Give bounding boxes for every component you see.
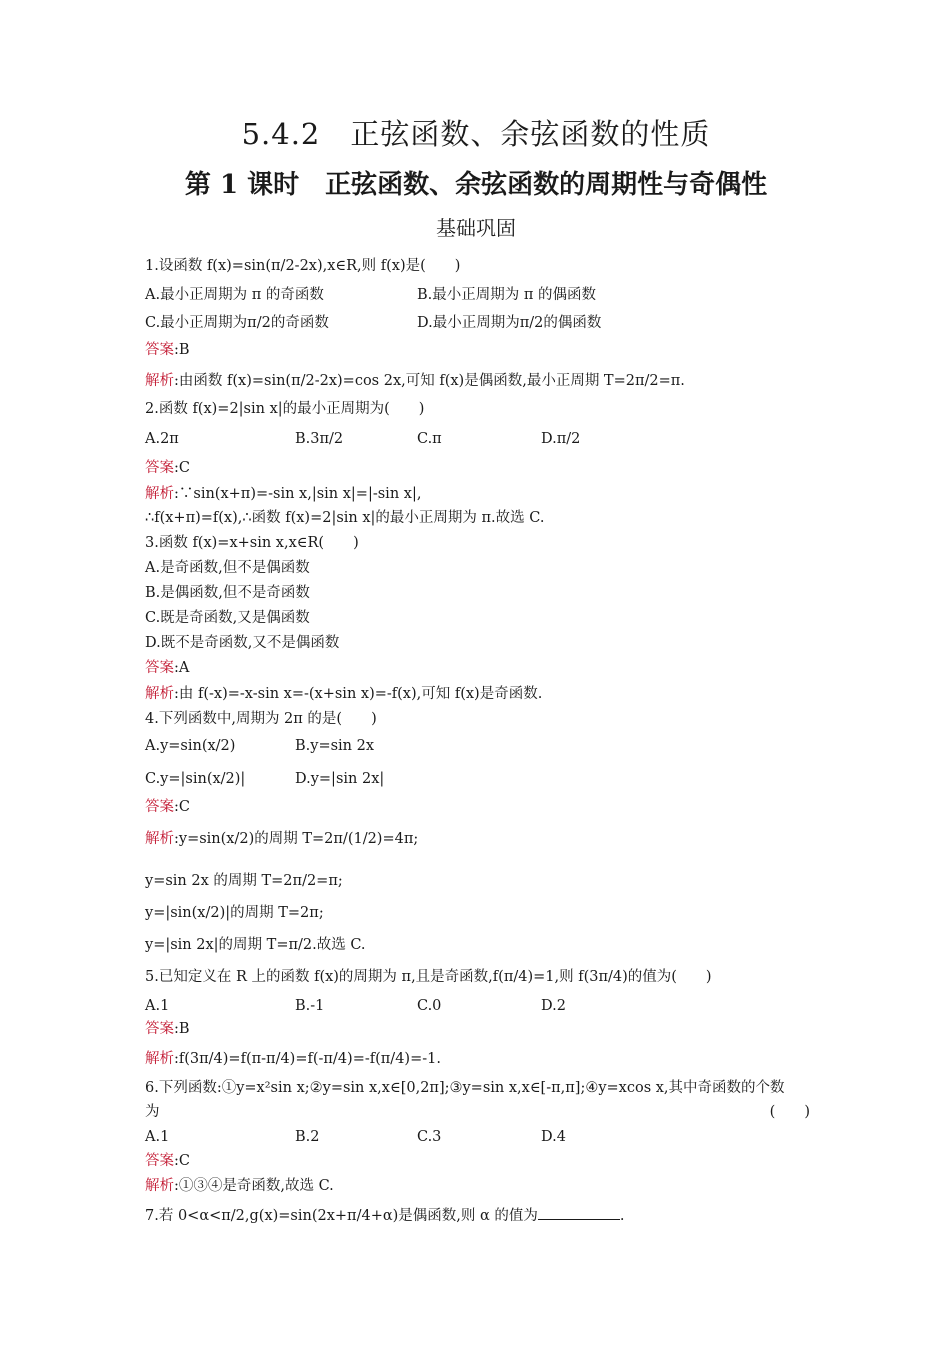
analysis-label: 解析 xyxy=(145,373,174,389)
q6-option-a: A.1 xyxy=(145,1129,170,1145)
q1-option-d: D.最小正周期为π/2的偶函数 xyxy=(417,315,602,331)
q5-answer xyxy=(145,1018,190,1040)
analysis-text: :y=sin(x/2)的周期 T=2π/(1/2)=4π; xyxy=(174,831,419,847)
analysis-label: 解析 xyxy=(145,686,174,702)
q1-option-c: C.最小正周期为π/2的奇函数 xyxy=(145,315,329,331)
analysis-label: 解析 xyxy=(145,1178,174,1194)
answer-label: 答案 xyxy=(145,660,174,676)
q4-option-c: C.y=|sin(x/2)| xyxy=(145,771,246,787)
q2-analysis-1 xyxy=(145,483,421,505)
q7-end: . xyxy=(619,1208,625,1224)
q4-analysis-3: y=|sin(x/2)|的周期 T=2π; xyxy=(145,905,324,921)
q4-option-b: B.y=sin 2x xyxy=(295,738,375,754)
answer-label: 答案 xyxy=(145,460,174,476)
q3-option-b: B.是偶函数,但不是奇函数 xyxy=(145,585,310,601)
q3-analysis xyxy=(145,683,542,705)
q5-stem: 5.已知定义在 R 上的函数 f(x)的周期为 π,且是奇函数,f(π/4)=1,则 f(3π/4)的值为( ) xyxy=(145,969,712,985)
q3-option-d: D.既不是奇函数,又不是偶函数 xyxy=(145,635,340,651)
q5-option-b: B.-1 xyxy=(295,998,325,1014)
answer-blank[interactable] xyxy=(538,1205,620,1220)
q1-option-a: A.最小正周期为 π 的奇函数 xyxy=(145,287,324,303)
q4-option-d: D.y=|sin 2x| xyxy=(295,771,385,787)
answer-value: :B xyxy=(174,1021,190,1037)
answer-value: :C xyxy=(174,799,190,815)
q5-analysis xyxy=(145,1048,441,1070)
q4-option-a: A.y=sin(x/2) xyxy=(145,738,236,754)
analysis-text: :由函数 f(x)=sin(π/2-2x)=cos 2x,可知 f(x)是偶函数,最小正周期 T=2π/2=π. xyxy=(174,373,685,389)
q5-option-d: D.2 xyxy=(541,998,566,1014)
q2-option-c: C.π xyxy=(417,431,442,447)
q3-answer xyxy=(145,657,189,679)
q2-analysis-2: ∴f(x+π)=f(x),∴函数 f(x)=2|sin x|的最小正周期为 π.故选 C. xyxy=(145,510,545,526)
q5-option-c: C.0 xyxy=(417,998,442,1014)
q2-answer xyxy=(145,457,190,479)
answer-value: :C xyxy=(174,1153,190,1169)
section-title: 基础巩固 xyxy=(436,216,516,240)
q2-option-a: A.2π xyxy=(145,431,179,447)
q6-option-b: B.2 xyxy=(295,1129,320,1145)
q1-stem: 1.设函数 f(x)=sin(π/2-2x),x∈R,则 f(x)是( ) xyxy=(145,258,461,274)
q3-stem: 3.函数 f(x)=x+sin x,x∈R( ) xyxy=(145,535,359,551)
answer-value: :A xyxy=(174,660,190,676)
q6-answer xyxy=(145,1150,190,1172)
answer-value: :C xyxy=(174,460,190,476)
analysis-text: :∵sin(x+π)=-sin x,|sin x|=|-sin x|, xyxy=(174,486,422,502)
q7-stem xyxy=(145,1205,625,1227)
analysis-text: :由 f(-x)=-x-sin x=-(x+sin x)=-f(x),可知 f(x)是奇函数. xyxy=(174,686,543,702)
lesson-title: 第 1 课时 正弦函数、余弦函数的周期性与奇偶性 xyxy=(184,170,768,200)
analysis-label: 解析 xyxy=(145,831,174,847)
q6-stem-2: 为 xyxy=(145,1104,160,1120)
q4-stem: 4.下列函数中,周期为 2π 的是( ) xyxy=(145,711,377,727)
q2-option-b: B.3π/2 xyxy=(295,431,344,447)
q4-analysis-2: y=sin 2x 的周期 T=2π/2=π; xyxy=(145,873,343,889)
q4-analysis-4: y=|sin 2x|的周期 T=π/2.故选 C. xyxy=(145,937,366,953)
q6-option-c: C.3 xyxy=(417,1129,442,1145)
answer-label: 答案 xyxy=(145,799,174,815)
answer-label: 答案 xyxy=(145,342,174,358)
analysis-label: 解析 xyxy=(145,1051,174,1067)
q1-option-b: B.最小正周期为 π 的偶函数 xyxy=(417,287,597,303)
q6-answer-paren: ( ) xyxy=(769,1104,810,1120)
q7-text: 7.若 0<α<π/2,g(x)=sin(2x+π/4+α)是偶函数,则 α 的值为 xyxy=(145,1208,538,1224)
q1-answer xyxy=(145,339,190,361)
q6-analysis xyxy=(145,1175,334,1197)
main-title: 5.4.2 正弦函数、余弦函数的性质 xyxy=(241,117,711,151)
q6-stem-1: 6.下列函数:①y=x²sin x;②y=sin x,x∈[0,2π];③y=sin x,x∈[-π,π];④y=xcos x,其中奇函数的个数 xyxy=(145,1080,785,1096)
answer-label: 答案 xyxy=(145,1021,174,1037)
q3-option-c: C.既是奇函数,又是偶函数 xyxy=(145,610,310,626)
analysis-text: :①③④是奇函数,故选 C. xyxy=(174,1178,334,1194)
q2-option-d: D.π/2 xyxy=(541,431,581,447)
q5-option-a: A.1 xyxy=(145,998,170,1014)
q2-stem: 2.函数 f(x)=2|sin x|的最小正周期为( ) xyxy=(145,401,425,417)
q1-analysis xyxy=(145,370,685,392)
analysis-text: :f(3π/4)=f(π-π/4)=f(-π/4)=-f(π/4)=-1. xyxy=(174,1051,441,1067)
analysis-label: 解析 xyxy=(145,486,174,502)
q4-answer xyxy=(145,796,190,818)
answer-label: 答案 xyxy=(145,1153,174,1169)
q6-option-d: D.4 xyxy=(541,1129,566,1145)
answer-value: :B xyxy=(174,342,190,358)
q3-option-a: A.是奇函数,但不是偶函数 xyxy=(145,560,310,576)
q4-analysis-1 xyxy=(145,828,418,850)
